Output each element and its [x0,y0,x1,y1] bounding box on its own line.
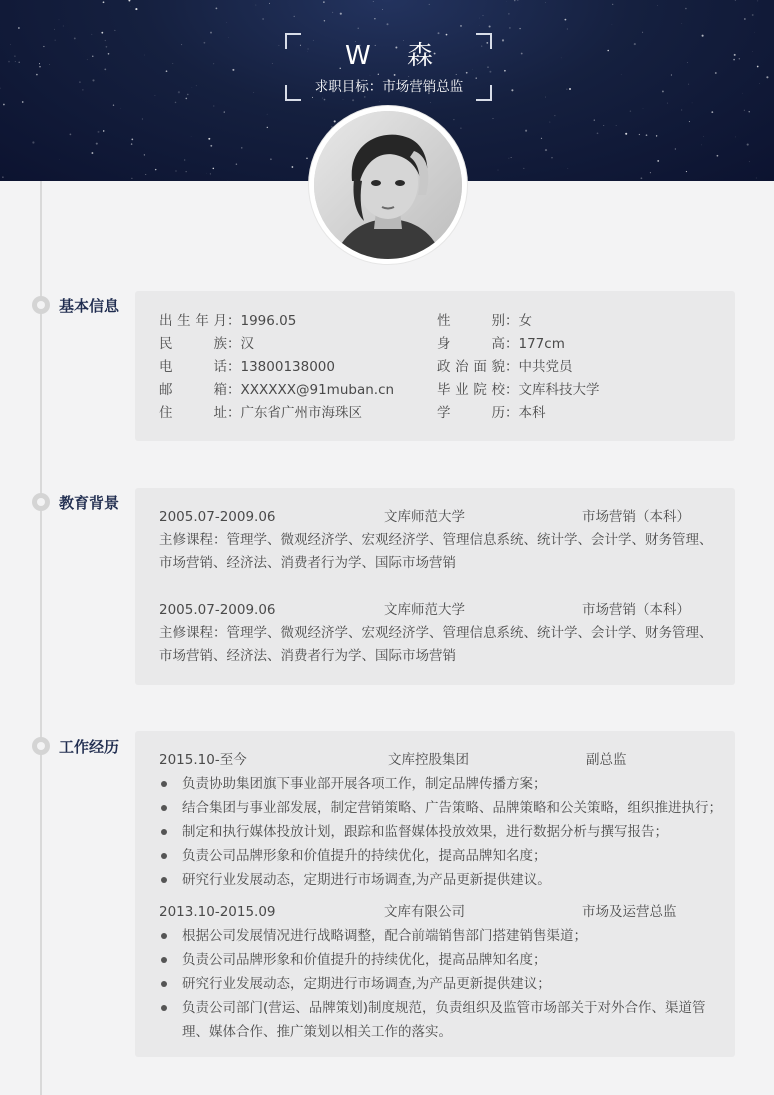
section-title-work: 工作经历 [59,738,120,756]
star-dot [460,127,461,128]
star-dot [0,88,1,89]
bullet-icon [161,1005,167,1011]
star-dot [130,7,131,8]
star-dot [306,157,308,159]
info-label: 毕业院校 [437,382,505,398]
star-dot [747,144,749,146]
info-value: 中共党员 [518,359,573,375]
star-dot [754,32,755,33]
star-dot [715,72,717,74]
star-dot [744,18,745,19]
info-label: 邮箱 [159,382,227,398]
info-gender: 性别：女 [437,313,532,329]
star-dot [270,158,272,160]
info-value: XXXXXX@91muban.cn [240,382,395,398]
info-degree: 学历：本科 [437,405,546,421]
star-dot [204,42,206,44]
star-dot [278,45,279,46]
star-dot [91,152,93,154]
star-dot [22,101,24,103]
star-dot [525,130,527,132]
edu-major: 市场营销（本科） [582,509,690,525]
portrait-icon [314,111,462,259]
star-dot [54,29,55,30]
info-value: 13800138000 [240,359,335,375]
star-dot [702,35,704,37]
star-dot [524,168,525,169]
bullet-icon [161,981,167,987]
star-dot [656,135,657,136]
star-dot [639,134,640,135]
star-dot [566,89,567,90]
star-dot [456,74,457,75]
star-dot [322,98,323,99]
star-dot [744,110,745,111]
star-dot [82,89,83,90]
star-dot [131,143,132,144]
star-dot [18,62,19,63]
avatar-frame [309,106,467,264]
star-dot [508,13,509,14]
star-dot [323,1,324,2]
info-label: 学历 [437,405,505,421]
star-dot [272,63,273,64]
edu-courses: 市场营销、经济法、消费者行为学、国际市场营销 [159,648,456,664]
star-dot [685,8,687,10]
info-value: 177cm [518,336,565,352]
star-dot [607,50,609,52]
star-dot [482,15,483,16]
info-birth: 出生年月：1996.05 [159,313,297,329]
section-title-education: 教育背景 [59,494,120,512]
star-dot [175,170,176,171]
info-label: 住址 [159,405,227,421]
info-email: 邮箱：XXXXXX@91muban.cn [159,382,395,398]
star-dot [294,16,295,17]
star-dot [387,23,389,25]
star-dot [36,74,38,76]
job-period: 2013.10-2015.09 [159,904,276,920]
star-dot [39,63,40,64]
star-dot [154,95,155,96]
star-dot [374,18,375,19]
star-dot [352,99,354,101]
star-dot [554,115,555,116]
star-dot [479,18,480,19]
star-dot [208,138,210,140]
star-dot [394,74,396,76]
star-dot [646,134,648,136]
info-ethnicity: 民族：汉 [159,336,254,352]
star-dot [18,27,20,29]
star-dot [493,118,494,119]
circle-dot-icon [32,493,50,511]
star-dot [312,97,313,98]
star-dot [98,131,100,133]
bullet-icon [161,877,167,883]
info-value: 汉 [240,336,254,352]
star-dot [184,159,185,160]
work-card: 2015.10-至今 文库控股集团 副总监 负责协助集团旗下事业部开展各项工作，制定品牌传播方案； 结合集团与事业部发展，制定营销策略、广告策略、品牌策略和公关策略，组织推进执行； 制定和执行媒体投放计划，跟踪和监督媒体投放效果，进行数据分析与撰写报告； 负责公司品牌形象和价值提升的持续优化，提高品牌知名度； 研究行业发展动态，定期进行市场调查,为产品更新提供建议。 2013.10-2015.09 文库有限公司 市场及运营总监 根据公司发展情况进行战略调整，配合前端销售部门搭建销售渠道； 负责公司品牌形象和价值提升的持续优化，提高品牌知名度； 研究行业发展动态，定期进行市场调查,为产品更新提供建议； 负责公司部门(营运、品牌策划)制度规范，负责组织及监管市场部关于对外合作、渠道管理、媒体合作、推广策划以相关工作的落实。 [135,731,735,1057]
star-dot [226,22,227,23]
star-dot [752,14,754,16]
star-dot [196,86,197,87]
star-dot [689,121,690,122]
star-dot [192,87,193,88]
star-dot [446,34,448,36]
star-dot [131,139,133,141]
star-dot [191,136,192,137]
info-height: 身高：177cm [437,336,565,352]
star-dot [634,43,636,45]
star-dot [70,134,72,136]
star-dot [8,61,10,63]
education-card [135,488,735,685]
edu-school: 文库师范大学 [384,602,465,618]
star-dot [269,3,270,4]
star-dot [96,143,98,145]
star-dot [511,157,512,158]
star-dot [509,158,510,159]
star-dot [749,161,750,162]
star-dot [186,171,187,172]
star-dot [430,102,431,103]
avatar [314,111,462,259]
job-title: 市场及运营总监 [582,904,677,920]
star-dot [460,25,462,27]
star-dot [682,23,683,24]
info-label: 出生年月 [159,313,227,329]
star-dot [429,4,430,5]
circle-dot-icon [32,296,50,314]
star-dot [703,136,704,137]
star-dot [213,168,215,170]
star-dot [625,133,627,135]
star-dot [324,99,326,101]
star-dot [509,27,511,29]
star-dot [144,154,145,155]
star-dot [155,169,156,170]
info-label: 性别 [437,313,505,329]
star-dot [675,148,676,149]
star-dot [569,88,571,90]
star-dot [216,8,218,10]
star-dot [519,28,520,29]
star-dot [49,64,50,65]
bullet-icon [161,957,167,963]
edu-courses: 主修课程：管理学、微观经济学、宏观经济学、管理信息系统、统计学、会计学、财务管理、 [159,532,713,548]
star-dot [10,44,11,45]
star-dot [382,9,383,10]
star-dot [324,20,325,21]
info-phone: 电话：13800138000 [159,359,335,375]
star-dot [210,173,211,174]
star-dot [101,32,103,34]
star-dot [267,114,268,115]
star-dot [142,119,143,120]
star-dot [178,91,180,93]
star-dot [108,53,110,55]
star-dot [120,108,121,109]
star-dot [758,1,759,2]
star-dot [545,97,546,98]
star-dot [106,46,108,48]
edu-major: 市场营销（本科） [582,602,690,618]
star-dot [128,0,130,1]
star-dot [687,62,688,63]
star-dot [662,90,664,92]
star-dot [214,106,215,107]
star-dot [55,40,56,41]
star-dot [262,18,264,20]
star-dot [545,149,547,151]
star-dot [135,8,137,10]
star-dot [545,2,546,3]
star-dot [514,0,515,1]
star-dot [489,25,491,27]
star-dot [59,19,60,20]
info-value: 文库科技大学 [518,382,600,398]
star-dot [87,59,88,60]
star-dot [181,44,182,45]
star-dot [267,127,268,128]
star-dot [686,171,687,172]
star-dot [358,28,359,29]
section-title-basic: 基本信息 [59,297,120,315]
star-dot [603,125,604,126]
star-dot [172,63,173,64]
info-value: 广东省广州市海珠区 [240,405,362,421]
star-dot [334,120,336,122]
info-address: 住址：广东省广州市海珠区 [159,405,362,421]
star-dot [681,110,682,111]
star-dot [241,147,242,148]
star-dot [688,84,689,85]
star-dot [551,157,552,158]
info-value: 本科 [518,405,546,421]
edu-school: 文库师范大学 [384,509,465,525]
star-dot [733,59,735,61]
star-dot [518,0,519,1]
star-dot [565,19,567,21]
star-dot [131,178,132,179]
star-dot [739,58,740,59]
star-dot [511,89,513,91]
info-value: 女 [518,313,532,329]
star-dot [756,178,757,179]
edu-courses: 主修课程：管理学、微观经济学、宏观经济学、管理信息系统、统计学、会计学、财务管理、 [159,625,713,641]
basic-info-card [135,291,735,441]
star-dot [671,74,672,75]
job-title: 副总监 [586,752,627,768]
star-dot [43,46,44,47]
star-dot [32,141,34,143]
star-dot [621,74,622,75]
star-dot [630,111,631,112]
star-dot [2,176,4,178]
bullet-icon [161,853,167,859]
star-dot [103,1,105,3]
star-dot [39,66,40,67]
candidate-name: W 森 [345,41,447,71]
star-dot [105,40,106,41]
star-dot [667,103,668,104]
star-dot [701,145,702,146]
star-dot [453,119,454,120]
star-dot [749,111,750,112]
star-dot [333,12,334,13]
star-dot [175,102,177,104]
star-dot [641,177,643,179]
star-dot [91,34,92,35]
bullet-icon [161,781,167,787]
timeline-line [40,181,42,1095]
info-school: 毕业院校：文库科技大学 [437,382,600,398]
star-dot [79,81,81,83]
star-dot [340,13,342,15]
star-dot [502,39,504,41]
job-objective: 求职目标：市场营销总监 [314,79,464,95]
star-dot [438,32,440,34]
star-dot [254,92,255,93]
star-dot [103,130,104,131]
star-dot [210,32,212,34]
star-dot [657,160,659,162]
star-dot [213,63,214,64]
star-dot [187,94,188,95]
star-dot [594,119,595,120]
star-dot [498,170,499,171]
star-dot [757,66,759,68]
star-dot [597,132,599,134]
star-dot [145,174,146,175]
star-dot [236,164,237,165]
star-dot [92,56,93,57]
info-value: 1996.05 [240,313,297,329]
star-dot [74,37,76,39]
star-dot [114,30,115,31]
star-dot [567,29,568,30]
star-dot [224,111,225,112]
star-dot [15,61,16,62]
info-label: 政治面貌 [437,359,505,375]
bullet-icon [161,933,167,939]
star-dot [113,105,114,106]
star-dot [734,54,736,56]
star-dot [550,122,551,123]
star-dot [735,0,736,1]
edu-period: 2005.07-2009.06 [159,509,276,525]
star-dot [711,111,713,113]
star-dot [650,172,651,173]
star-dot [735,137,736,138]
star-dot [63,26,64,27]
star-dot [504,70,506,72]
star-dot [616,125,617,126]
job-company: 文库控股集团 [388,752,469,768]
star-dot [14,55,16,57]
bullet-icon [161,829,167,835]
job-period: 2015.10-至今 [159,752,247,768]
star-dot [92,79,94,81]
star-dot [232,69,234,71]
circle-dot-icon [32,737,50,755]
star-dot [210,145,212,147]
star-dot [717,155,719,157]
star-dot [752,51,753,52]
star-dot [612,24,613,25]
bullet-icon [161,805,167,811]
star-dot [292,166,294,168]
star-dot [104,68,106,70]
star-dot [612,4,613,5]
star-dot [256,5,257,6]
star-dot [166,70,168,72]
star-dot [692,103,693,104]
info-label: 电话 [159,359,227,375]
edu-period: 2005.07-2009.06 [159,602,276,618]
info-political: 政治面貌：中共党员 [437,359,573,375]
star-dot [766,76,768,78]
star-dot [373,1,374,2]
edu-courses: 市场营销、经济法、消费者行为学、国际市场营销 [159,555,456,571]
star-dot [642,32,643,33]
info-label: 民族 [159,336,227,352]
star-dot [59,159,60,160]
info-label: 身高 [437,336,505,352]
star-dot [3,104,5,106]
star-dot [379,101,380,102]
star-dot [185,98,187,100]
star-dot [521,53,523,55]
job-company: 文库有限公司 [384,904,465,920]
star-dot [541,138,542,139]
